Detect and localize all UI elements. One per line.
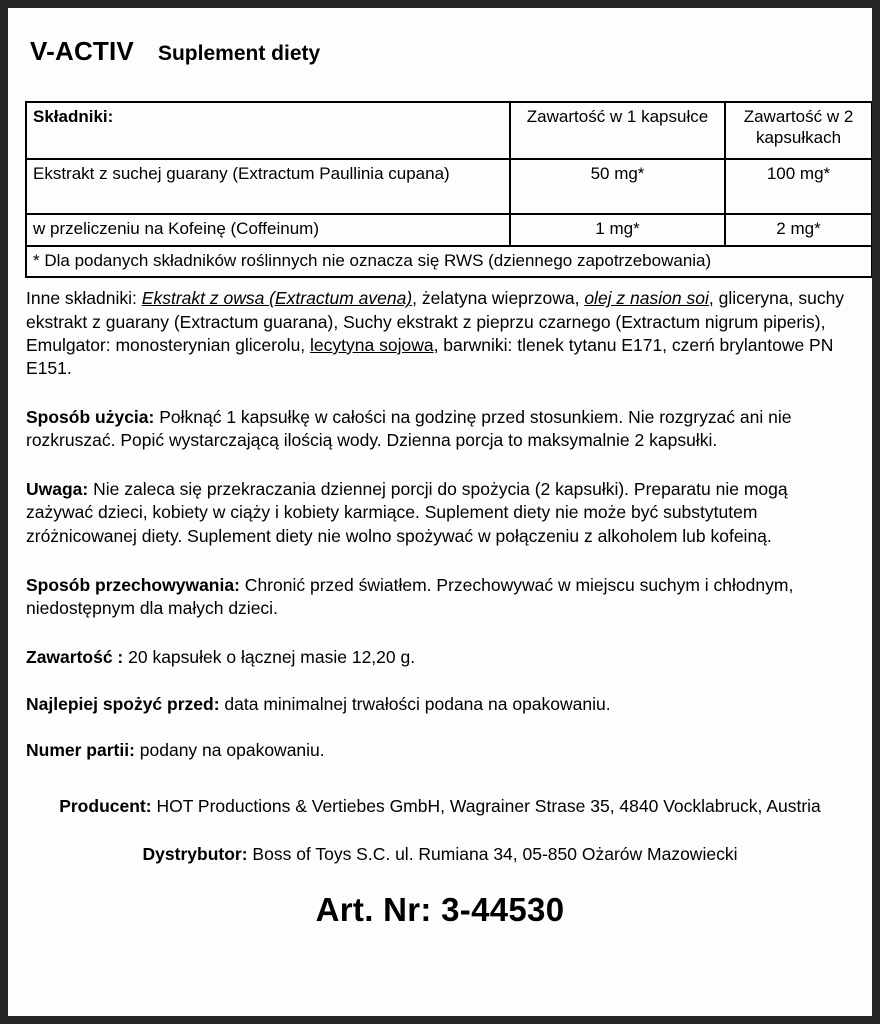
usage-label: Sposób użycia: [26,406,155,427]
nutrition-table [25,101,873,278]
ingredient-amount-1: 1 mg* [510,214,725,246]
other-ingredients-label: Inne składniki: [26,288,137,309]
producer-label: Producent: [59,795,152,816]
other-ingredients-part-2: , żelatyna wieprzowa, [412,288,585,309]
other-ingredients-part-4: , gliceryna, suchy ekstrakt z guarany (Extractum guarana), Suchy ekstrakt z pieprzu czarnego (Extractum nigrum piperis), Emulgator: monosterynian glicerolu, [26,288,845,355]
producer-text: HOT Productions & Vertiebes GmbH, Wagrainer Strase 35, 4840 Vocklabruck, Austria [151,795,821,816]
table-header-amount-2: Zawartość w 2 kapsułkach [725,102,872,159]
warning-section [26,478,856,549]
batch-number-label: Numer partii: [26,740,135,761]
best-before-section [26,693,856,717]
storage-text: Chronić przed światłem. Przechowywać w miejscu suchym i chłodnym, niedostępnym dla małych dzieci. [26,574,794,619]
table-row [26,214,872,246]
table-footnote-row [26,246,872,278]
ingredient-name: Ekstrakt z suchej guarany (Extractum Paullinia cupana) [26,159,510,214]
other-ingredients-oat-extract: Ekstrakt z owsa (Extractum avena) [141,288,413,309]
storage-label: Sposób przechowywania: [26,574,240,595]
net-content-label: Zawartość : [26,646,124,667]
table-header-row [26,102,872,159]
product-header [24,36,856,67]
warning-text: Nie zaleca się przekraczania dziennej porcji do spożycia (2 kapsułki). Preparatu nie mogą zażywać dzieci, kobiety w ciąży i kobiety karmiące. Suplement diety nie może być substytutem zróżnicowanej diety. Suplement diety nie wolno spożywać w połączeniu z alkoholem lub kofeiną. [26,478,788,547]
product-subtitle: Suplement diety [157,42,321,65]
table-header-amount-1: Zawartość w 1 kapsułce [510,102,725,159]
distributor-section [24,844,856,865]
ingredient-amount-2: 2 mg* [725,214,872,246]
table-footnote: * Dla podanych składników roślinnych nie oznacza się RWS (dziennego zapotrzebowania) [26,246,872,278]
ingredient-amount-2: 100 mg* [725,159,872,214]
table-row [26,159,872,214]
producer-section [24,795,856,819]
label-page [8,8,872,1016]
other-ingredients-soy-lecithin: lecytyna sojowa [310,335,434,355]
ingredient-amount-1: 50 mg* [510,159,725,214]
table-header-ingredients: Składniki: [26,102,510,159]
ingredient-name: w przeliczeniu na Kofeinę (Coffeinum) [26,214,510,246]
other-ingredients-part-6: , barwniki: tlenek tytanu E171, czerń brylantowe PN E151. [26,335,834,379]
warning-label: Uwaga: [26,478,89,499]
distributor-label: Dystrybutor: [142,844,248,865]
batch-number-text: podany na opakowaniu. [134,740,325,761]
brand-name: V-ACTIV [30,36,134,66]
article-number: Art. Nr: 3-44530 [315,891,565,929]
net-content-text: 20 kapsułek o łącznej masie 12,20 g. [123,646,416,667]
net-content-section [26,646,856,670]
other-ingredients [26,287,856,380]
best-before-text: data minimalnej trwałości podana na opakowaniu. [219,693,611,714]
distributor-text: Boss of Toys S.C. ul. Rumiana 34, 05-850 Ożarów Mazowiecki [247,844,738,865]
usage-text: Połknąć 1 kapsułkę w całości na godzinę przed stosunkiem. Nie rozgryzać ani nie rozkruszać. Popić wystarczającą ilością wody. Dzienna porcja to maksymalnie 2 kapsułki. [26,406,792,451]
storage-section [26,574,856,621]
usage-section [26,406,856,453]
other-ingredients-soybean-oil: olej z nasion soi [584,288,709,309]
batch-number-section [26,739,856,763]
best-before-label: Najlepiej spożyć przed: [26,693,220,714]
